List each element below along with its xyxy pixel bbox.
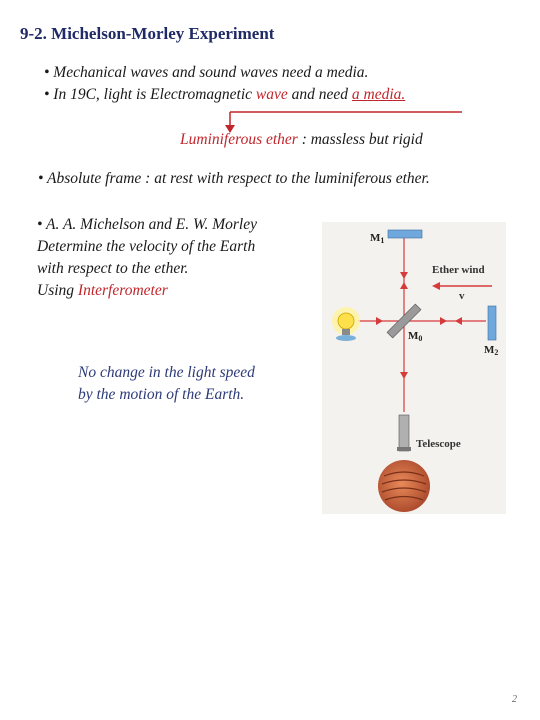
mirror-m0-label: M0 (408, 330, 423, 343)
bullet-absolute-frame: • Absolute frame : at rest with respect to the luminiferous ether. (38, 170, 430, 187)
mirror-m1-label: M1 (370, 232, 385, 245)
bullet-michelson-morley-line1: • A. A. Michelson and E. W. Morley (37, 216, 257, 233)
result-line2: by the motion of the Earth. (78, 386, 245, 403)
ether-description: : massless but rigid (297, 131, 423, 148)
ether-term: Luminiferous ether (180, 131, 298, 148)
media-term: a media. (351, 86, 406, 103)
telescope-eyepiece-icon (397, 447, 411, 451)
ether-definition (180, 131, 423, 149)
bullet-mechanical-waves: • Mechanical waves and sound waves need a media. (44, 64, 369, 81)
bulb-base-icon (342, 329, 350, 335)
bullet2-text-pre: • In 19C, light is Electromagnetic (44, 86, 256, 103)
interferometer-term: Interferometer (77, 282, 168, 299)
bulb-stand-icon (336, 335, 356, 341)
telescope-label: Telescope (416, 438, 461, 450)
bullet2-text-mid: and need (287, 86, 352, 103)
observer-head-icon (378, 460, 430, 512)
bullet-michelson-morley-line3: with respect to the ether. (37, 260, 189, 277)
mirror-m2-icon (488, 306, 496, 340)
wave-term: wave (255, 86, 288, 103)
telescope-icon (399, 415, 409, 451)
velocity-label: v (459, 290, 465, 302)
interferometer-diagram (322, 222, 506, 514)
result-line1: No change in the light speed (78, 364, 255, 381)
ether-wind-label: Ether wind (432, 264, 485, 276)
light-bulb-icon (338, 313, 354, 329)
bullet-michelson-morley-line2: Determine the velocity of the Earth (37, 238, 256, 255)
page-number: 2 (512, 694, 517, 705)
mirror-m2-label: M2 (484, 344, 499, 357)
using-text: Using (37, 282, 78, 299)
ether-connector (0, 0, 540, 140)
slide-title: 9-2. Michelson-Morley Experiment (20, 24, 275, 43)
bullet-michelson-morley-line4 (37, 282, 168, 300)
mirror-m1-icon (388, 230, 422, 238)
